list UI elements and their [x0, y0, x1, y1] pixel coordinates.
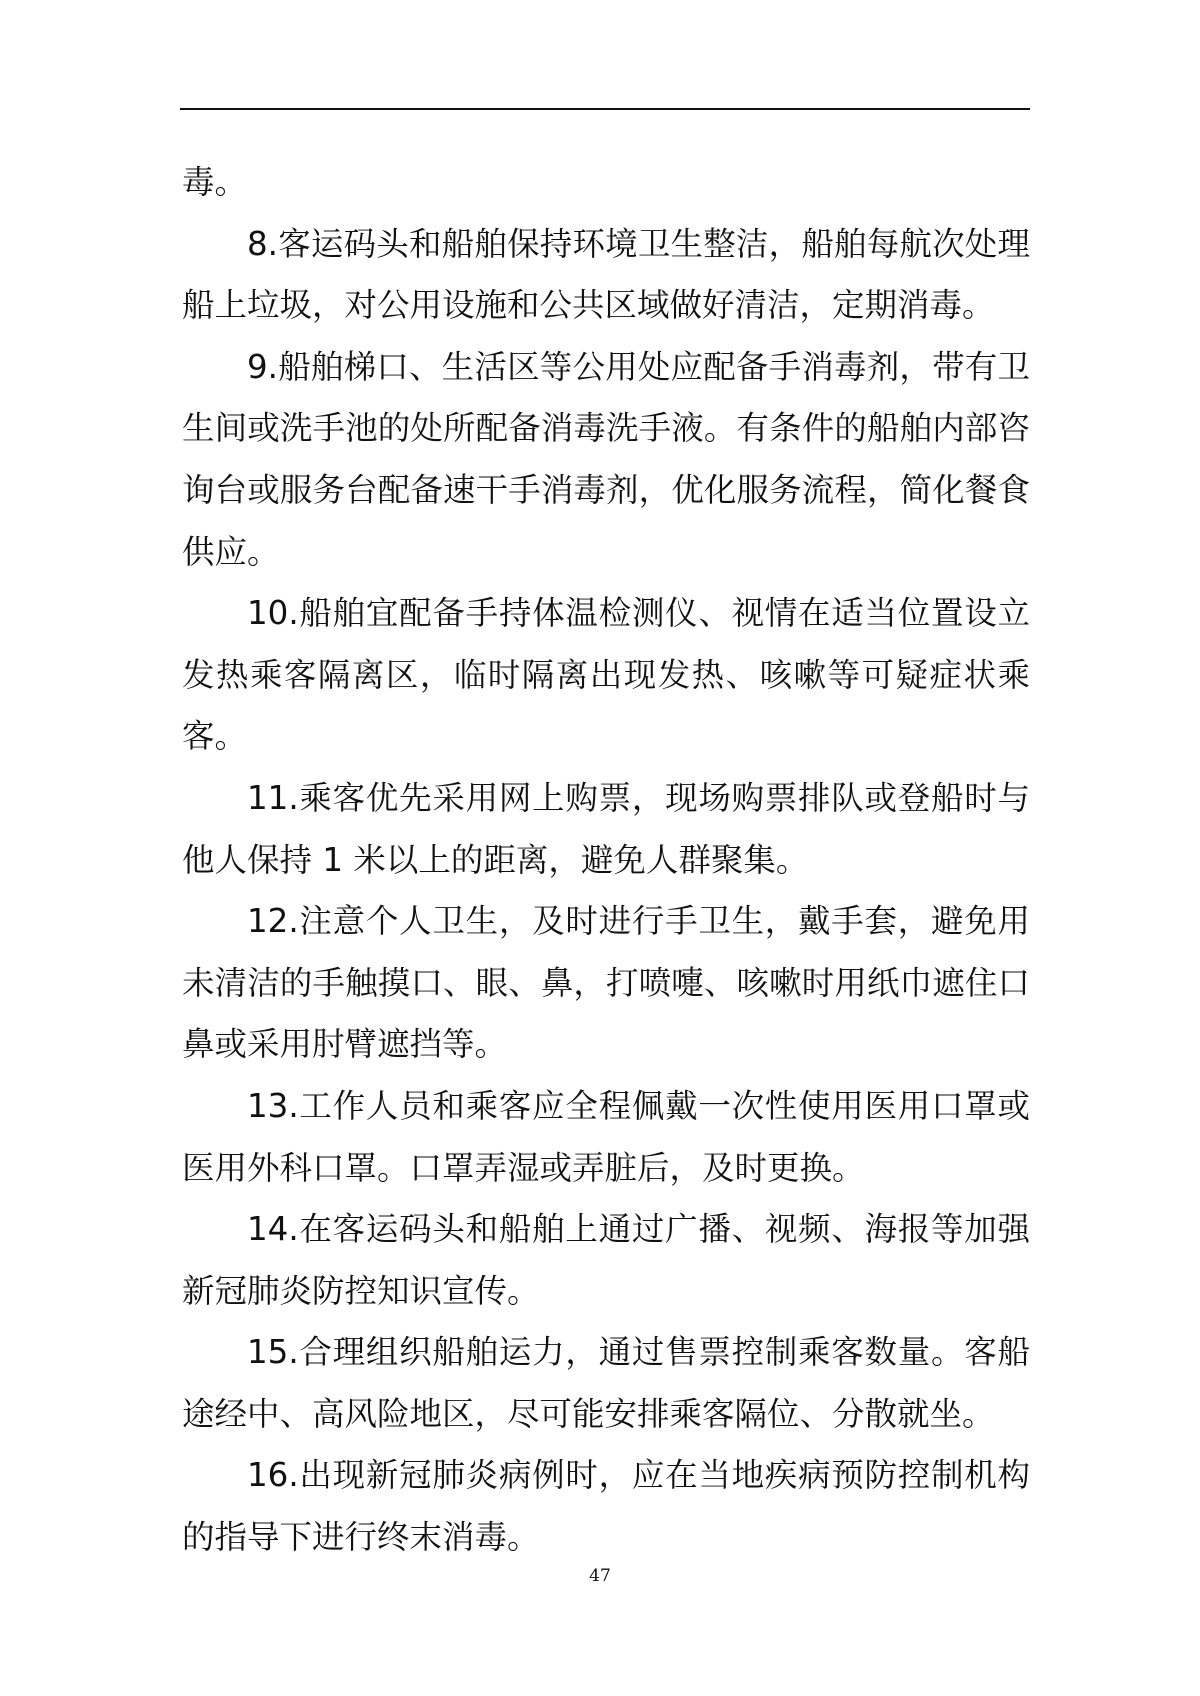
- paragraph-item-10: 10.船舶宜配备手持体温检测仪、视情在适当位置设立发热乘客隔离区，临时隔离出现发热、咳嗽等可疑症状乘客。: [182, 594, 1030, 756]
- page-number: 47: [589, 1566, 611, 1586]
- paragraph-item-14: 14.在客运码头和船舶上通过广播、视频、海报等加强新冠肺炎防控知识宣传。: [182, 1210, 1030, 1310]
- document-body: [182, 152, 1030, 1569]
- paragraph-item-16: 16.出现新冠肺炎病例时，应在当地疾病预防控制机构的指导下进行终末消毒。: [182, 1456, 1030, 1557]
- paragraph-continuation: 毒。: [182, 163, 248, 201]
- paragraph-item-13: 13.工作人员和乘客应全程佩戴一次性使用医用口罩或医用外科口罩。口罩弄湿或弄脏后，及时更换。: [182, 1086, 1030, 1187]
- paragraph-item-9: 9.船舶梯口、生活区等公用处应配备手消毒剂，带有卫生间或洗手池的处所配备消毒洗手液。有条件的船舶内部咨询台或服务台配备速干手消毒剂，优化服务流程，简化餐食供应。: [182, 347, 1030, 571]
- paragraph-item-11: 11.乘客优先采用网上购票，现场购票排队或登船时与他人保持 1 米以上的距离，避免人群聚集。: [182, 778, 1030, 879]
- paragraph-item-8: 8.客运码头和船舶保持环境卫生整洁，船舶每航次处理船上垃圾，对公用设施和公共区域做好清洁，定期消毒。: [182, 224, 1030, 325]
- paragraph-item-15: 15.合理组织船舶运力，通过售票控制乘客数量。客船途经中、高风险地区，尽可能安排乘客隔位、分散就坐。: [182, 1333, 1030, 1433]
- header-rule: [180, 108, 1030, 110]
- paragraph-item-12: 12.注意个人卫生，及时进行手卫生，戴手套，避免用未清洁的手触摸口、眼、鼻，打喷嚏、咳嗽时用纸巾遮住口鼻或采用肘臂遮挡等。: [182, 902, 1030, 1064]
